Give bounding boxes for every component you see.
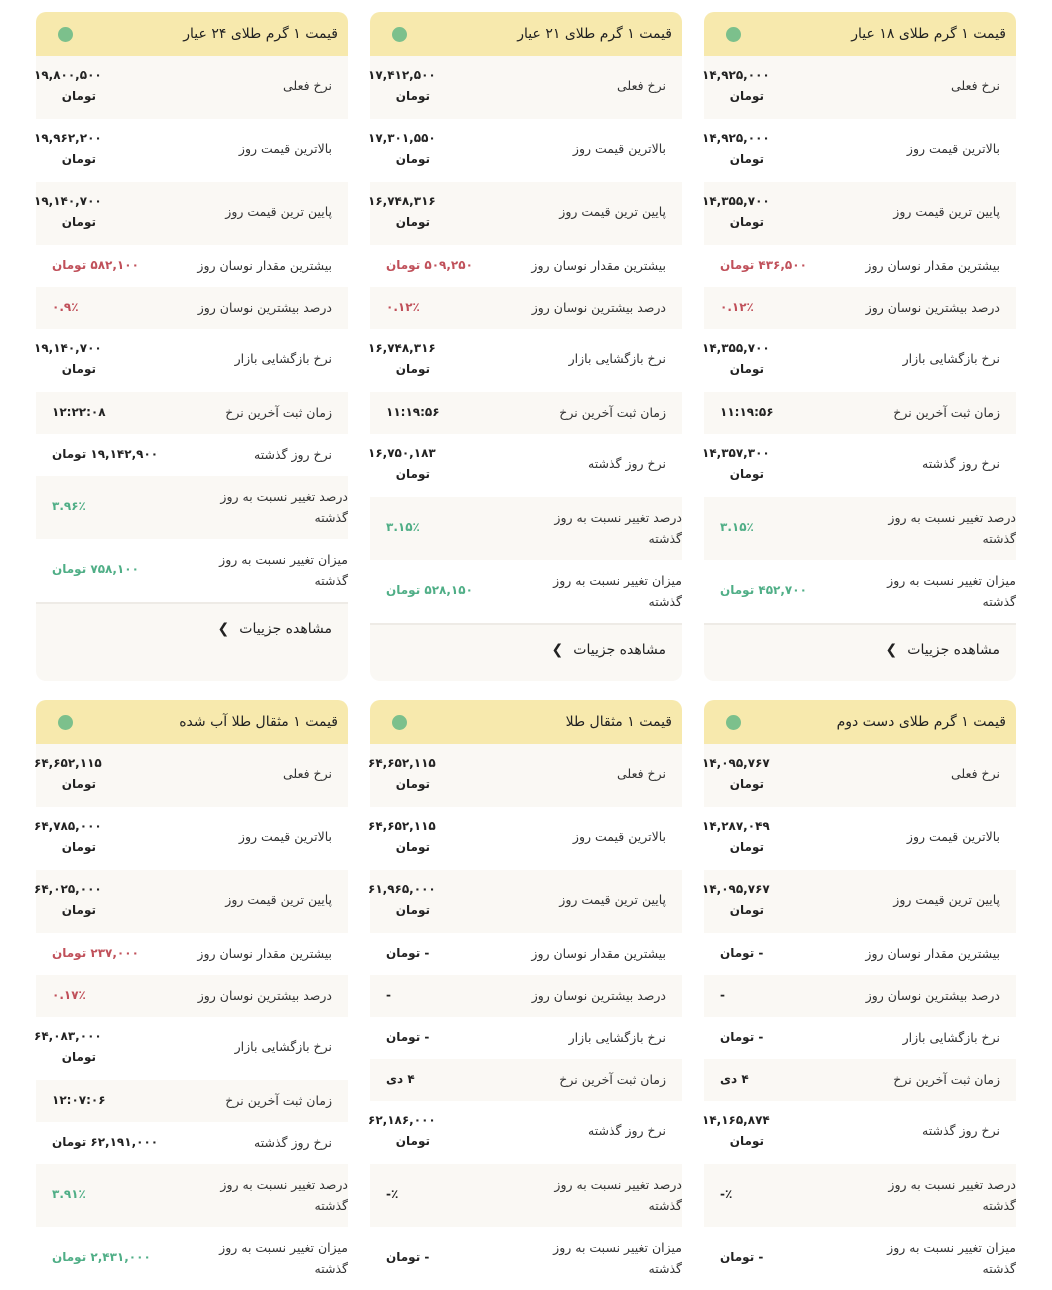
card-title: قیمت ۱ مثقال طلا آب شده (179, 714, 338, 730)
row-change-amount (36, 1227, 348, 1290)
card-header (704, 700, 1016, 744)
row-change-pct (704, 1164, 1016, 1227)
row-max-fluctuation (370, 245, 682, 287)
label-current-rate: نرخ فعلی (951, 766, 1000, 781)
label-max-fluctuation: بیشترین مقدار نوسان روز (531, 946, 666, 961)
price-card-melted-mesghal (36, 700, 348, 1290)
value-market-open: - تومان (386, 1030, 430, 1044)
label-market-open: نرخ بازگشایی بازار (234, 351, 332, 366)
view-details-button[interactable] (370, 623, 682, 681)
card-header (36, 700, 348, 744)
value-market-open: ۱۴,۳۵۵,۷۰۰ تومان (702, 341, 770, 376)
row-prev-day (370, 1101, 682, 1164)
value-last-update: ۴ دی (720, 1072, 749, 1086)
row-max-fluctuation-pct (36, 287, 348, 329)
value-last-update: ۱۱:۱۹:۵۶ (720, 405, 774, 419)
value-change-pct: ۳.۹۱٪ (52, 1187, 86, 1201)
value-max-fluctuation-pct: ۰.۱۲٪ (386, 300, 420, 314)
value-prev-day: ۱۶,۷۵۰,۱۸۳ تومان (368, 446, 436, 481)
value-day-high: ۶۴,۶۵۲,۱۱۵ تومان (368, 819, 436, 854)
row-max-fluctuation-pct (370, 287, 682, 329)
label-change-pct: درصد تغییر نسبت به روز گذشته (220, 489, 348, 525)
row-change-pct (36, 476, 348, 539)
row-change-pct (370, 1164, 682, 1227)
value-market-open: - تومان (720, 1030, 764, 1044)
value-change-amount: ۵۲۸,۱۵۰ تومان (386, 583, 473, 597)
value-prev-day: ۶۲,۱۹۱,۰۰۰ تومان (52, 1135, 159, 1149)
label-max-fluctuation-pct: درصد بیشترین نوسان روز (531, 300, 666, 315)
value-prev-day: ۱۴,۳۵۷,۳۰۰ تومان (702, 446, 770, 481)
value-day-low: ۱۴,۳۵۵,۷۰۰ تومان (702, 194, 770, 229)
label-change-amount: میزان تغییر نسبت به روز گذشته (887, 573, 1016, 609)
live-status-dot-icon (726, 27, 741, 42)
row-current-rate (704, 56, 1016, 119)
price-card-second-hand (704, 700, 1016, 1290)
value-day-high: ۱۹,۹۶۲,۲۰۰ تومان (34, 131, 102, 166)
row-current-rate (370, 744, 682, 807)
view-details-label: مشاهده جزییات (907, 642, 1000, 658)
row-prev-day (704, 434, 1016, 497)
row-change-amount (370, 560, 682, 623)
view-details-label: مشاهده جزییات (573, 642, 666, 658)
value-prev-day: ۱۹,۱۴۲,۹۰۰ تومان (52, 447, 159, 461)
value-max-fluctuation-pct: ۰.۱۷٪ (52, 988, 86, 1002)
label-change-pct: درصد تغییر نسبت به روز گذشته (888, 510, 1016, 546)
row-change-pct (704, 497, 1016, 560)
value-market-open: ۱۶,۷۴۸,۳۱۶ تومان (368, 341, 436, 376)
label-day-low: پایین ترین قیمت روز (559, 892, 666, 907)
value-day-high: ۶۴,۷۸۵,۰۰۰ تومان (34, 819, 102, 854)
value-change-amount: ۷۵۸,۱۰۰ تومان (52, 562, 139, 576)
label-last-update: زمان ثبت آخرین نرخ (559, 1072, 666, 1087)
row-current-rate (370, 56, 682, 119)
label-max-fluctuation: بیشترین مقدار نوسان روز (531, 258, 666, 273)
value-change-pct: ۳.۹۶٪ (52, 499, 86, 513)
value-current-rate: ۱۴,۹۲۵,۰۰۰ تومان (702, 68, 770, 103)
value-change-amount: - تومان (386, 1250, 430, 1264)
value-last-update: ۱۱:۱۹:۵۶ (386, 405, 440, 419)
label-prev-day: نرخ روز گذشته (588, 1123, 666, 1138)
card-title: قیمت ۱ گرم طلای ۱۸ عیار (851, 26, 1006, 42)
value-max-fluctuation-pct: ۰.۱۲٪ (720, 300, 754, 314)
row-current-rate (704, 744, 1016, 807)
price-card-24k (36, 12, 348, 681)
label-prev-day: نرخ روز گذشته (922, 1123, 1000, 1138)
row-market-open (704, 329, 1016, 392)
row-change-pct (370, 497, 682, 560)
live-status-dot-icon (392, 27, 407, 42)
row-day-low (370, 870, 682, 933)
value-day-low: ۱۹,۱۴۰,۷۰۰ تومان (34, 194, 102, 229)
label-change-amount: میزان تغییر نسبت به روز گذشته (887, 1240, 1016, 1276)
row-prev-day (370, 434, 682, 497)
row-max-fluctuation (704, 933, 1016, 975)
label-prev-day: نرخ روز گذشته (922, 456, 1000, 471)
value-day-low: ۱۶,۷۴۸,۳۱۶ تومان (368, 194, 436, 229)
row-max-fluctuation-pct (704, 287, 1016, 329)
value-change-pct: ٪- (720, 1187, 733, 1201)
value-change-amount: - تومان (720, 1250, 764, 1264)
label-day-low: پایین ترین قیمت روز (893, 892, 1000, 907)
row-max-fluctuation (36, 245, 348, 287)
label-day-high: بالاترین قیمت روز (238, 141, 332, 156)
price-card-mesghal (370, 700, 682, 1290)
label-change-pct: درصد تغییر نسبت به روز گذشته (554, 1177, 682, 1213)
label-current-rate: نرخ فعلی (283, 78, 332, 93)
card-header (370, 700, 682, 744)
label-max-fluctuation: بیشترین مقدار نوسان روز (197, 946, 332, 961)
chevron-left-icon: ❯ (551, 642, 564, 658)
card-header (704, 12, 1016, 56)
live-status-dot-icon (58, 27, 73, 42)
view-details-button[interactable] (36, 602, 348, 681)
row-day-high (704, 807, 1016, 870)
label-max-fluctuation: بیشترین مقدار نوسان روز (865, 258, 1000, 273)
row-prev-day (704, 1101, 1016, 1164)
row-day-low (704, 870, 1016, 933)
row-day-high (36, 807, 348, 870)
card-title: قیمت ۱ گرم طلای ۲۱ عیار (517, 26, 672, 42)
row-max-fluctuation-pct (36, 975, 348, 1017)
row-day-low (704, 182, 1016, 245)
row-day-high (370, 119, 682, 182)
row-current-rate (36, 744, 348, 807)
row-last-update (36, 392, 348, 434)
view-details-label: مشاهده جزییات (239, 621, 332, 637)
label-max-fluctuation-pct: درصد بیشترین نوسان روز (865, 988, 1000, 1003)
label-market-open: نرخ بازگشایی بازار (902, 351, 1000, 366)
label-change-pct: درصد تغییر نسبت به روز گذشته (888, 1177, 1016, 1213)
label-change-amount: میزان تغییر نسبت به روز گذشته (219, 1240, 348, 1276)
value-change-pct: ٪- (386, 1187, 399, 1201)
label-prev-day: نرخ روز گذشته (254, 1135, 332, 1150)
label-day-high: بالاترین قیمت روز (906, 141, 1000, 156)
label-max-fluctuation: بیشترین مقدار نوسان روز (197, 258, 332, 273)
label-last-update: زمان ثبت آخرین نرخ (559, 405, 666, 420)
price-card-18k (704, 12, 1016, 681)
value-last-update: ۱۲:۰۷:۰۶ (52, 1093, 106, 1107)
row-change-amount (704, 1227, 1016, 1290)
label-max-fluctuation-pct: درصد بیشترین نوسان روز (197, 988, 332, 1003)
row-prev-day (36, 1122, 348, 1164)
label-current-rate: نرخ فعلی (951, 78, 1000, 93)
value-last-update: ۱۲:۲۲:۰۸ (52, 405, 106, 419)
label-last-update: زمان ثبت آخرین نرخ (225, 405, 332, 420)
price-card-21k (370, 12, 682, 681)
value-market-open: ۱۹,۱۴۰,۷۰۰ تومان (34, 341, 102, 376)
label-last-update: زمان ثبت آخرین نرخ (893, 1072, 1000, 1087)
row-market-open (36, 329, 348, 392)
value-current-rate: ۱۴,۰۹۵,۷۶۷ تومان (702, 756, 770, 791)
row-day-high (36, 119, 348, 182)
label-change-amount: میزان تغییر نسبت به روز گذشته (219, 552, 348, 588)
value-max-fluctuation: ۵۸۲,۱۰۰ تومان (52, 258, 139, 272)
row-market-open (704, 1017, 1016, 1059)
row-day-high (704, 119, 1016, 182)
value-market-open: ۶۴,۰۸۳,۰۰۰ تومان (34, 1029, 102, 1064)
value-day-high: ۱۴,۹۲۵,۰۰۰ تومان (702, 131, 770, 166)
value-max-fluctuation-pct: - (386, 988, 391, 1002)
row-current-rate (36, 56, 348, 119)
label-current-rate: نرخ فعلی (617, 766, 666, 781)
row-change-amount (36, 539, 348, 602)
label-change-pct: درصد تغییر نسبت به روز گذشته (554, 510, 682, 546)
view-details-button[interactable] (704, 623, 1016, 681)
card-title: قیمت ۱ گرم طلای ۲۴ عیار (183, 26, 338, 42)
label-current-rate: نرخ فعلی (283, 766, 332, 781)
label-last-update: زمان ثبت آخرین نرخ (893, 405, 1000, 420)
row-max-fluctuation (704, 245, 1016, 287)
label-day-low: پایین ترین قیمت روز (559, 204, 666, 219)
label-market-open: نرخ بازگشایی بازار (902, 1030, 1000, 1045)
value-change-amount: ۴۵۲,۷۰۰ تومان (720, 583, 807, 597)
row-last-update (704, 392, 1016, 434)
label-market-open: نرخ بازگشایی بازار (568, 1030, 666, 1045)
value-day-low: ۶۱,۹۶۵,۰۰۰ تومان (368, 882, 436, 917)
card-title: قیمت ۱ گرم طلای دست دوم (836, 714, 1006, 730)
row-max-fluctuation (370, 933, 682, 975)
value-max-fluctuation-pct: - (720, 988, 725, 1002)
live-status-dot-icon (726, 715, 741, 730)
value-prev-day: ۶۲,۱۸۶,۰۰۰ تومان (368, 1113, 436, 1148)
label-day-high: بالاترین قیمت روز (906, 829, 1000, 844)
value-max-fluctuation-pct: ۰.۹٪ (52, 300, 79, 314)
card-header (36, 12, 348, 56)
label-max-fluctuation-pct: درصد بیشترین نوسان روز (865, 300, 1000, 315)
live-status-dot-icon (392, 715, 407, 730)
value-current-rate: ۶۴,۶۵۲,۱۱۵ تومان (368, 756, 436, 791)
row-day-low (370, 182, 682, 245)
value-max-fluctuation: - تومان (720, 946, 764, 960)
label-prev-day: نرخ روز گذشته (254, 447, 332, 462)
row-last-update (370, 392, 682, 434)
value-day-low: ۶۴,۰۲۵,۰۰۰ تومان (34, 882, 102, 917)
value-day-high: ۱۴,۲۸۷,۰۴۹ تومان (702, 819, 770, 854)
row-change-amount (704, 560, 1016, 623)
row-day-high (370, 807, 682, 870)
row-market-open (370, 1017, 682, 1059)
label-prev-day: نرخ روز گذشته (588, 456, 666, 471)
label-day-high: بالاترین قیمت روز (572, 829, 666, 844)
label-change-amount: میزان تغییر نسبت به روز گذشته (553, 573, 682, 609)
value-change-pct: ۳.۱۵٪ (720, 520, 754, 534)
label-max-fluctuation-pct: درصد بیشترین نوسان روز (531, 988, 666, 1003)
value-max-fluctuation: ۲۳۷,۰۰۰ تومان (52, 946, 139, 960)
label-change-amount: میزان تغییر نسبت به روز گذشته (553, 1240, 682, 1276)
label-change-pct: درصد تغییر نسبت به روز گذشته (220, 1177, 348, 1213)
value-current-rate: ۶۴,۶۵۲,۱۱۵ تومان (34, 756, 102, 791)
value-max-fluctuation: ۴۳۶,۵۰۰ تومان (720, 258, 807, 272)
row-day-low (36, 182, 348, 245)
live-status-dot-icon (58, 715, 73, 730)
label-max-fluctuation-pct: درصد بیشترین نوسان روز (197, 300, 332, 315)
label-max-fluctuation: بیشترین مقدار نوسان روز (865, 946, 1000, 961)
label-day-high: بالاترین قیمت روز (238, 829, 332, 844)
card-header (370, 12, 682, 56)
value-day-low: ۱۴,۰۹۵,۷۶۷ تومان (702, 882, 770, 917)
value-change-amount: ۲,۴۳۱,۰۰۰ تومان (52, 1250, 151, 1264)
row-change-amount (370, 1227, 682, 1290)
label-last-update: زمان ثبت آخرین نرخ (225, 1093, 332, 1108)
row-market-open (36, 1017, 348, 1080)
row-change-pct (36, 1164, 348, 1227)
label-market-open: نرخ بازگشایی بازار (568, 351, 666, 366)
row-last-update (704, 1059, 1016, 1101)
chevron-left-icon: ❯ (217, 621, 230, 637)
label-day-low: پایین ترین قیمت روز (225, 204, 332, 219)
row-day-low (36, 870, 348, 933)
value-max-fluctuation: - تومان (386, 946, 430, 960)
card-title: قیمت ۱ مثقال طلا (565, 714, 672, 730)
row-max-fluctuation-pct (704, 975, 1016, 1017)
chevron-left-icon: ❯ (885, 642, 898, 658)
value-day-high: ۱۷,۳۰۱,۵۵۰ تومان (368, 131, 436, 166)
value-last-update: ۴ دی (386, 1072, 415, 1086)
label-day-low: پایین ترین قیمت روز (893, 204, 1000, 219)
row-market-open (370, 329, 682, 392)
value-current-rate: ۱۷,۴۱۲,۵۰۰ تومان (368, 68, 436, 103)
row-last-update (370, 1059, 682, 1101)
label-day-low: پایین ترین قیمت روز (225, 892, 332, 907)
value-prev-day: ۱۴,۱۶۵,۸۷۴ تومان (702, 1113, 770, 1148)
row-prev-day (36, 434, 348, 476)
value-change-pct: ۳.۱۵٪ (386, 520, 420, 534)
label-day-high: بالاترین قیمت روز (572, 141, 666, 156)
row-max-fluctuation-pct (370, 975, 682, 1017)
value-max-fluctuation: ۵۰۹,۲۵۰ تومان (386, 258, 473, 272)
value-current-rate: ۱۹,۸۰۰,۵۰۰ تومان (34, 68, 102, 103)
row-max-fluctuation (36, 933, 348, 975)
row-last-update (36, 1080, 348, 1122)
label-current-rate: نرخ فعلی (617, 78, 666, 93)
label-market-open: نرخ بازگشایی بازار (234, 1039, 332, 1054)
